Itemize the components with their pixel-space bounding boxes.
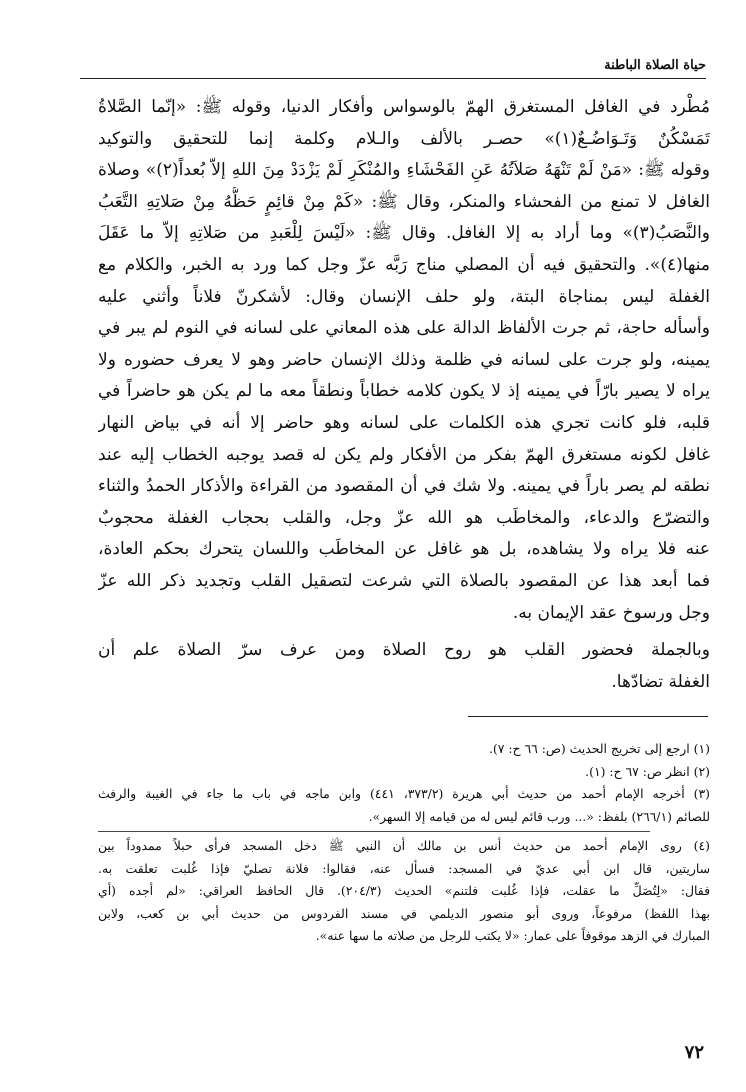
- text-line: وقوله ﷺ: «مَنْ لَمْ تَنْهَهُ صَلاَتُهُ عَنِ الفَحْشَاءِ والمُنْكَرِ لَمْ يَزْدَدْ مِنَ اللهِ إلاّ بُعداً(٢)» وصلاة: [98, 160, 710, 181]
- footnote-line: (٢) انظر ص: ٦٧ ح: (١).: [585, 763, 710, 779]
- footnote-divider: [468, 716, 708, 717]
- page-header: [80, 48, 706, 79]
- page-number: ٧٢: [684, 1042, 704, 1063]
- text-line: مُطْرد في الغافل المستغرق الهمّ بالوسواس وأفكار الدنيا، وقوله ﷺ: «إنّما الصَّلاةُ: [98, 97, 710, 117]
- text-line: يمينه، ولو جرت على لسانه في ظلمة وذلك الإنسان حاضر وهو لا يعرف حضوره ولا: [98, 349, 710, 370]
- main-text: [98, 92, 710, 698]
- footnote-line: للصائم (٢٦٦/١) بلفظ: «... ورب قائم ليس له من قيامه إلا السهر».: [368, 808, 710, 824]
- text-line: وبالجملة فحضور القلب هو روح الصلاة ومن عرف سرّ الصلاة علم أن: [98, 640, 710, 661]
- text-line: فما أبعد هذا عن المقصود بالصلاة التي شرعت لتصقيل القلب وتجديد ذكر الله عزّ: [98, 570, 710, 591]
- text-line: والنَّصَبُ(٣)» وما أراد به إلا الغافل. وقال ﷺ: «لَيْسَ لِلْعَبدِ من صَلاتِهِ إلاّ ما عَقَلَ: [98, 223, 710, 244]
- text-line: قلبه، فلو كانت تجري هذه الكلمات على لسانه وهو حاضر إلا أنه في بياض النهار: [98, 412, 710, 433]
- text-line: غافل لكونه مستغرق الهمّ بفكر من الأفكار ولم يكن له قصد يوجبه الخطاب إليه عند: [98, 444, 710, 465]
- text-line: الغافل لا تمنع من الفحشاء والمنكر، وقال ﷺ: «كَمْ مِنْ قائِمٍ حَظُّهُ مِنْ صَلاتِهِ التَّعَبُ: [98, 191, 710, 212]
- footnote-line: (١) ارجع إلى تخريج الحديث (ص: ٦٦ ح: ٧).: [488, 741, 710, 756]
- text-line: يراه لا يصير بارّاً في يمينه إذ لا يكون كلامه خطاباً ونطقاً معه ما لم يكن هو حاضراً في: [98, 381, 710, 402]
- text-line: منها(٤)». والتحقيق فيه أن المصلي مناج رَبَّه عزّ وجل كما ورد به الخبر، والكلام مع: [98, 254, 710, 275]
- footnote-line: فقال: «لِتُصَلِّ ما عقلت، فإذا غُلبت فلتنم» الحديث (٢٠٤/٣). قال الحافظ العراقي: «لم أجده (أي: [98, 883, 710, 898]
- text-line: وأسأله حاجة، ثم جرت الألفاظ الدالة على هذه المعاني على لسانه في النوم لم يبر في: [98, 318, 710, 339]
- footnote-line: (٣) أخرجه الإمام أحمد من حديث أبي هريرة (٣٧٣/٢، ٤٤١) وابن ماجه في باب ما جاء في الغيبة والرفث: [98, 786, 710, 801]
- footnote-line: بهذا اللفظ) مرفوعاً، وروى أبو منصور الديلمي في مسند الفردوس من حديث أبي بن كعب، ولابن: [98, 905, 710, 921]
- text-line: تَمَسْكُنٌ وَتَـوَاضُـعٌ(١)» حصـر بالألف والـلام وكلمة إنما للتحقيق والتوكيد: [98, 128, 710, 149]
- text-line: الغفلة تضادّها.: [611, 671, 710, 692]
- footnote-line: المبارك في الزهد موقوفاً على عمار: «لا يكتب للرجل من صلاته ما سها عنه».: [315, 928, 710, 943]
- running-title: حياة الصلاة الباطنة: [604, 58, 706, 73]
- footnotes: [98, 738, 710, 948]
- footnote-separator: [98, 831, 650, 832]
- footnote-line: ساريتين، قال ابن أبي عديّ في المسجد: فسأل عنه، فقالوا: فلانة تصليّ فإذا غُلبت تعلقت به.: [98, 860, 710, 876]
- text-line: الغفلة ليس بمناجاة البتة، ولو حلف الإنسان وقال: لأشكرنّ فلاناً وأثني عليه: [98, 286, 710, 307]
- footnote-line: (٤) روى الإمام أحمد من حديث أنس بن مالك أن النبي ﷺ دخل المسجد فرأى حبلاً ممدوداً بين: [98, 838, 710, 853]
- text-line: والتضرّع والدعاء، والمخاطَب هو الله عزّ وجل، والقلب بحجاب الغفلة محجوبٌ: [98, 507, 710, 528]
- text-line: نطقه لم يصر باراً في يمينه. ولا شك في أن المقصود من القراءة والأذكار الحمدُ والثناء: [98, 476, 710, 497]
- text-line: وجل ورسوخ عقد الإيمان به.: [512, 602, 710, 623]
- text-line: عنه فلا يراه ولا يشاهده، بل هو غافل عن المخاطَب واللسان يتحرك بحكم العادة،: [98, 539, 710, 560]
